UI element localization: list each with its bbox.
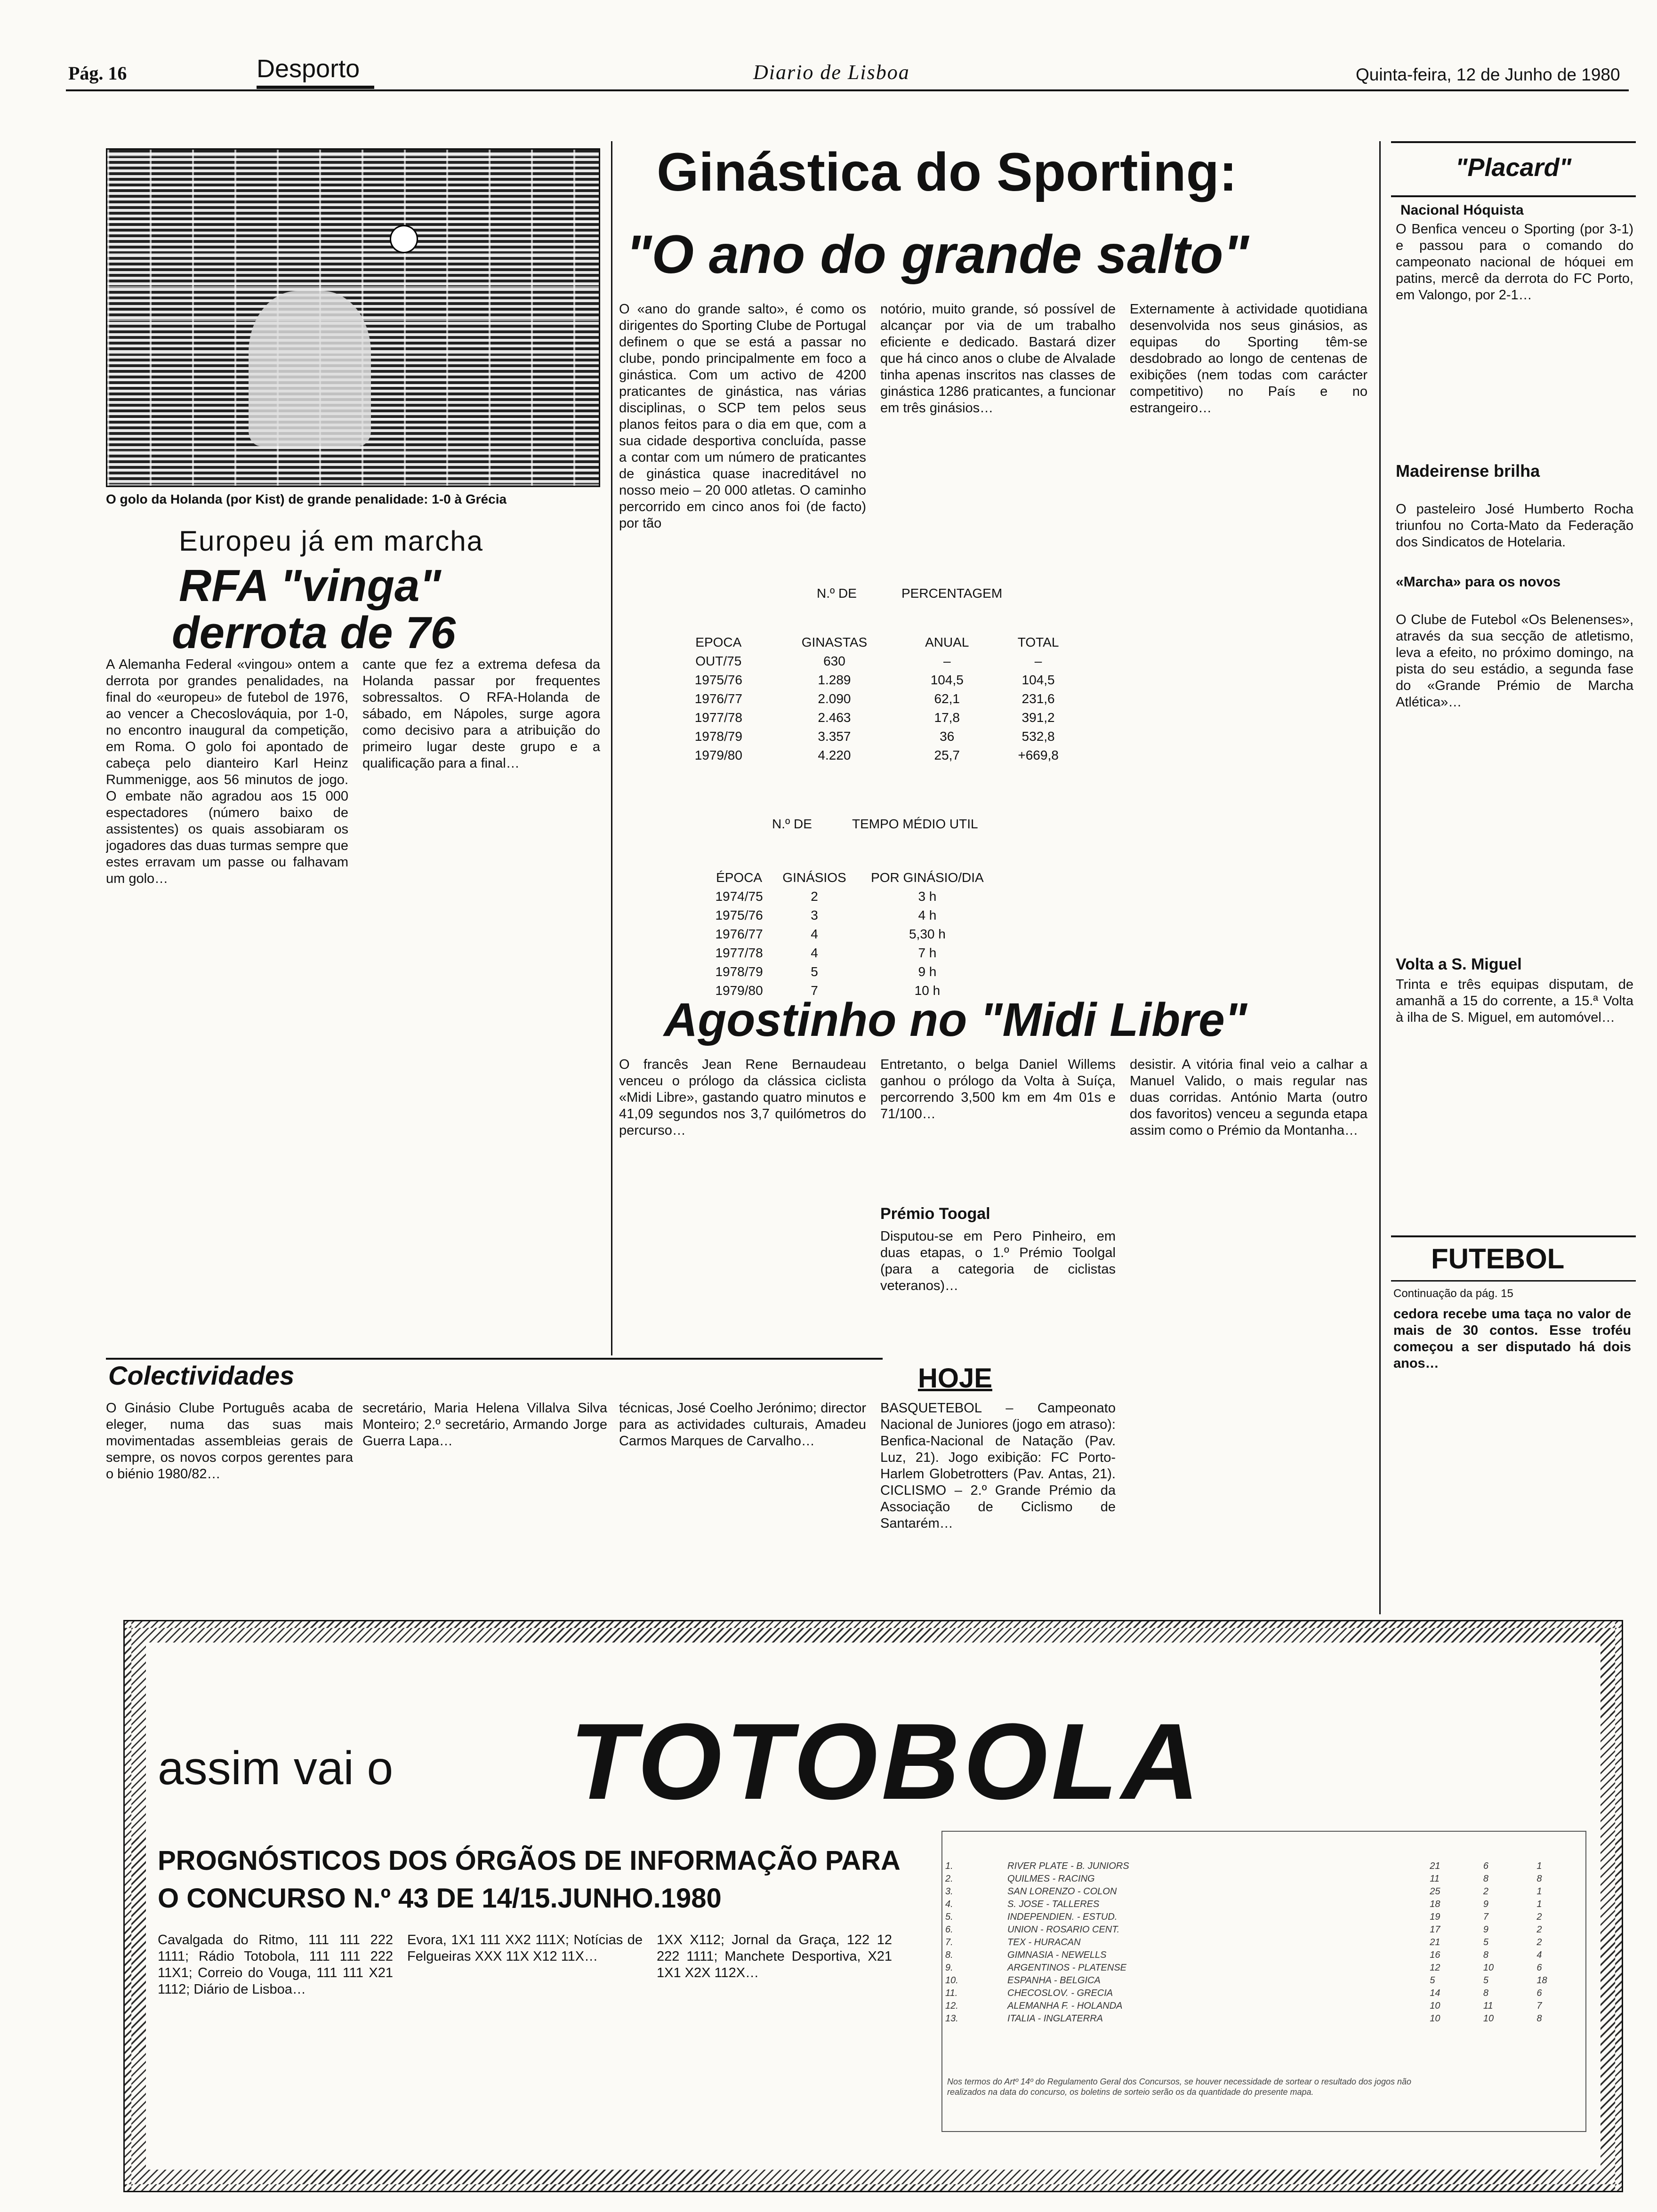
agostinho-headline: Agostinho no "Midi Libre" [664, 994, 1247, 1046]
placard-h2: Madeirense brilha [1396, 461, 1540, 481]
hoje-headline: HOJE [918, 1363, 992, 1394]
table-row: 2. QUILMES - RACING 11 8 8 [945, 1874, 1542, 1884]
table-row: 1979/80 4.220 25,7 +669,8 [694, 748, 1059, 762]
euro-col2: cante que fez a extrema defesa da Holanda passar por frequentes sobressaltos. O RFA-Holanda de sábado, em Nápoles, surge agora como decisivo para a atribuição do primeiro lugar deste grupo e a qualificação para a final… [362, 657, 600, 771]
table-row: 1976/77 4 5,30 h [715, 927, 946, 941]
totobola-col3: 1XX X112; Jornal da Graça, 122 12 222 1111; Manchete Desportiva, X21 1X1 X2X 112X… [657, 1932, 892, 1980]
col-divider-1 [611, 141, 612, 1355]
table2 [706, 868, 998, 1000]
football [390, 225, 418, 253]
colectividades-col3: técnicas, José Coelho Jerónimo; director para as actividades culturais, Amadeu Carmos Marques de Carvalho… [619, 1401, 866, 1449]
placard-title: "Placard" [1455, 153, 1572, 182]
placard-t1: O Benfica venceu o Sporting (por 3-1) e passou para o comando do campeonato nacional de hóquei em patins, mercê da derrota do FC Porto, em Valongo, por 2-1… [1396, 222, 1633, 303]
goalkeeper-figure [249, 291, 371, 446]
placard-t3: O Clube de Futebol «Os Belenenses», através da sua secção de atletismo, leva a efeito, no próximo domingo, na pista do seu estádio, a segunda fase do «Grande Prémio de Marcha Atlética»… [1396, 612, 1633, 710]
gym-headline-line2: "O ano do grande salto" [626, 224, 1249, 285]
paper-name: Diario de Lisboa [753, 61, 910, 84]
table-row: 4. S. JOSE - TALLERES 18 9 1 [945, 1899, 1542, 1909]
table-row: 5. INDEPENDIEN. - ESTUD. 19 7 2 [945, 1912, 1542, 1922]
table1-head-top-2: PERCENTAGEM [901, 586, 1003, 601]
table-row: 1976/77 2.090 62,1 231,6 [694, 691, 1055, 706]
table-row: 12. ALEMANHA F. - HOLANDA 10 11 7 [945, 2001, 1542, 2011]
placard-title-rule [1391, 195, 1636, 197]
futebol-text: cedora recebe uma taça no valor de mais de 30 contos. Esse troféu começou a ser disputado há dois anos… [1393, 1306, 1631, 1371]
section-underline [257, 86, 374, 89]
prognosticos-line1: PROGNÓSTICOS DOS ÓRGÃOS DE INFORMAÇÃO PARA [158, 1845, 901, 1876]
totobola-panel [146, 1643, 1601, 2170]
gym-headline-line1: Ginástica do Sporting: [657, 142, 1238, 202]
predictions-footnote: Nos termos do Artº 14º do Regulamento Geral dos Concursos, se houver necessidade de sortear o resultado dos jogos não realizados na data do concurso, os boletins de sorteio serão os da quantidade do presente mapa. [947, 2077, 1412, 2097]
table-row: 1. RIVER PLATE - B. JUNIORS 21 6 1 [945, 1861, 1542, 1871]
table-row: 1977/78 2.463 17,8 391,2 [694, 710, 1055, 725]
futebol-headline-rule [1391, 1280, 1636, 1282]
agostinho-col1: O francês Jean Rene Bernaudeau venceu o prólogo da clássica ciclista «Midi Libre», gastando quatro minutos e 41,09 segundos nos 3,7 quilómetros do percurso… [619, 1057, 866, 1138]
hoje-text: BASQUETEBOL – Campeonato Nacional de Juniores (jogo em atraso): Benfica-Nacional de Natação (Pav. Luz, 21). Jogo exibição: FC Porto-Harlem Globetrotters (Pav. Antas, 21). CICLISMO – 2.º Grande Prémio da Associação de Ciclismo de Santarém… [880, 1401, 1116, 1531]
col-divider-2 [1379, 141, 1381, 1614]
page-number: Pág. 16 [68, 63, 127, 84]
euro-kicker: Europeu já em marcha [179, 525, 483, 557]
agostinho-col3: desistir. A vitória final veio a calhar a Manuel Valido, o mais regular nas duas corridas. António Marta (outro dos favoritos) venceu a segunda etapa assim como o Prémio da Montanha… [1130, 1057, 1367, 1138]
placard-h4: Volta a S. Miguel [1396, 955, 1522, 973]
colectividades-col2: secretário, Maria Helena Villalva Silva Monteiro; 2.º secretário, Armando Jorge Guerra Lapa… [362, 1401, 607, 1449]
table-row: 9. ARGENTINOS - PLATENSE 12 10 6 [945, 1963, 1542, 1973]
placard-top-rule [1391, 141, 1636, 143]
table-row: 13. ITALIA - INGLATERRA 10 10 8 [945, 2013, 1542, 2024]
agostinho-col2: Entretanto, o belga Daniel Willems ganhou o prólogo da Volta à Suíça, percorrendo 3,500 km em 4m 01s e 71/100… [880, 1057, 1116, 1122]
placard-box [1391, 141, 1636, 1224]
masthead [0, 0, 1657, 94]
table-row: 10. ESPANHA - BELGICA 5 5 18 [945, 1975, 1547, 1986]
totobola-col1: Cavalgada do Ritmo, 111 111 222 1111; Rádio Totobola, 111 111 222 11X1; Correio do Vouga, 111 111 X21 1112; Diário de Lisboa… [158, 1932, 393, 1997]
table-row: 1978/79 5 9 h [715, 964, 937, 979]
table-row: 7. TEX - HURACAN 21 5 2 [945, 1937, 1542, 1948]
placard-h3: «Marcha» para os novos [1396, 574, 1561, 590]
gym-col2: notório, muito grande, só possível de alcançar por via de um trabalho eficiente e dedicado. Bastará dizer que há cinco anos o clube de Alvalade tinha apenas inscritos nas classes de ginástica 1286 praticantes, a funcionar em três ginásios… [880, 302, 1116, 416]
colectividades-col1: O Ginásio Clube Português acaba de eleger, numa das suas mais movimentadas assembleias gerais de sempre, os novos corpos gerentes para o biénio 1980/82… [106, 1401, 353, 1482]
photo-caption: O golo da Holanda (por Kist) de grande penalidade: 1-0 à Grécia [106, 492, 507, 506]
totobola-col2: Evora, 1X1 111 XX2 111X; Notícias de Felgueiras XXX 11X X12 11X… [407, 1932, 643, 1964]
table1-header: GINASTAS [801, 635, 868, 649]
table-row: 1979/80 7 10 h [715, 983, 941, 998]
table-row: 3. SAN LORENZO - COLON 25 2 1 [945, 1886, 1542, 1897]
prognosticos-line2: O CONCURSO N.º 43 DE 14/15.JUNHO.1980 [158, 1883, 722, 1914]
placard-t2: O pasteleiro José Humberto Rocha triunfou no Corta-Mato da Federação dos Sindicatos de Hotelaria. [1396, 502, 1633, 550]
masthead-rule [66, 89, 1629, 91]
euro-headline-line2: derrota de 76 [172, 608, 456, 658]
table2-head-top-1: N.º DE [772, 817, 812, 831]
table-row: 6. UNION - ROSARIO CENT. 17 9 2 [945, 1924, 1542, 1935]
table1-header: TOTAL [1017, 635, 1059, 649]
table1 [668, 633, 1083, 765]
table2-head-top-2: TEMPO MÉDIO UTIL [852, 817, 978, 831]
table1-head-top-1: N.º DE [817, 586, 857, 601]
futebol-cont: Continuação da pág. 15 [1393, 1287, 1513, 1300]
colectividades-top-rule [106, 1358, 883, 1360]
match-photo [106, 148, 600, 487]
agostinho-col2b: Disputou-se em Pero Pinheiro, em duas etapas, o 1.º Prémio Toolgal (para a categoria de ciclistas veteranos)… [880, 1229, 1116, 1293]
table-row: 1975/76 1.289 104,5 104,5 [694, 673, 1055, 687]
table2-header: GINÁSIOS [782, 870, 846, 885]
colectividades-headline: Colectividades [108, 1361, 295, 1390]
table1-header: EPOCA [695, 635, 742, 649]
table-row: 1974/75 2 3 h [715, 889, 937, 904]
table2-header: POR GINÁSIO/DIA [871, 870, 984, 885]
predictions-table-box [941, 1831, 1586, 2132]
placard-h1: Nacional Hóquista [1400, 202, 1524, 218]
euro-headline-line1: RFA "vinga" [179, 561, 441, 611]
hoje-box [880, 1362, 1116, 1607]
section-title: Desporto [257, 55, 360, 83]
euro-col1: A Alemanha Federal «vingou» ontem a derrota por grandes penalidades, na final do «europeu» de futebol de 1976, ao vencer a Checoslováquia, por 1-0, no encontro inaugural da competição, em Roma. O golo foi apontado de cabeça pelo dianteiro Karl Heinz Rummenigge, aos 56 minutos de jogo. O embate não agradou aos 15 000 espectadores (número baixo de assistentes) os quais assobiaram os jogadores das duas turmas sempre que estes erravam um passe ou falhavam um golo… [106, 657, 348, 886]
totobola-pre: assim vai o [158, 1742, 394, 1795]
table1-header: ANUAL [925, 635, 969, 649]
issue-date: Quinta-feira, 12 de Junho de 1980 [1356, 65, 1620, 84]
table-row: OUT/75 630 – – [695, 654, 1042, 668]
table-row: 8. GIMNASIA - NEWELLS 16 8 4 [945, 1950, 1542, 1960]
placard-t4: Trinta e três equipas disputam, de amanhã a 15 do corrente, a 15.ª Volta à ilha de S. Miguel, em automóvel… [1396, 977, 1633, 1025]
futebol-headline: FUTEBOL [1431, 1243, 1565, 1274]
table-row: 1975/76 3 4 h [715, 908, 937, 922]
premio-toogal-subhead: Prémio Toogal [880, 1205, 990, 1223]
gym-col1: O «ano do grande salto», é como os dirigentes do Sporting Clube de Portugal definem o que se está a passar no clube, pondo principalmente em foco a ginástica. Com um activo de 4200 praticantes de ginástica, nas várias disciplinas, o SCP tem pelos seus planos feitos para o dia em que, com a sua cidade desportiva concluída, passe a contar com um número de praticantes de ginástica quase inacreditável no nosso meio – 20 000 atletas. O caminho percorrido em cinco anos foi (de facto) por tão [619, 302, 866, 531]
totobola-title: TOTOBOLA [570, 1701, 1204, 1822]
table-row: 1978/79 3.357 36 532,8 [694, 729, 1055, 744]
futebol-top-rule [1391, 1235, 1636, 1237]
gym-col3: Externamente à actividade quotidiana desenvolvida nos seus ginásios, as equipas do Sporting têm-se desdobrado ao longo de centenas de exibições (nem todas com carácter competitivo) no País e no estrangeiro… [1130, 302, 1367, 416]
table2-header: ÉPOCA [716, 870, 763, 885]
predictions-table [942, 1860, 1587, 2025]
table-row: 11. CHECOSLOV. - GRECIA 14 8 6 [945, 1988, 1542, 1998]
table-row: 1977/78 4 7 h [715, 946, 937, 960]
